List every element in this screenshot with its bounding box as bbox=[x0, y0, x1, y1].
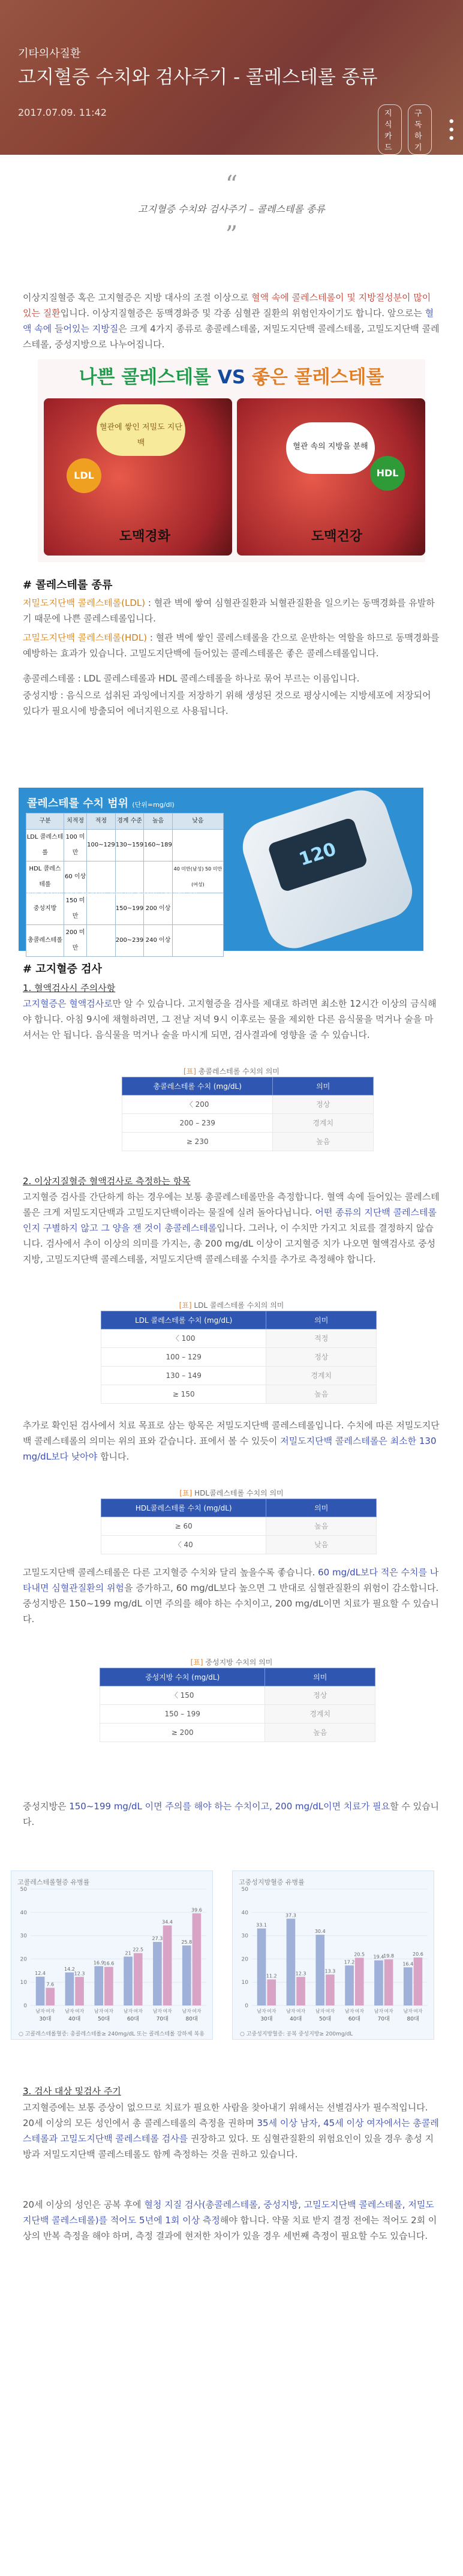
hdl-paragraph: 고밀도지단백 콜레스테롤(HDL) : 혈관 벽에 쌓인 콜레스테롤을 간으로 운반하는 역할을 하므로 동맥경화를 예방하는 효과가 있습니다. 고밀도지단백에 들어있는 콜레스테롤은 좋은 콜레스테롤입니다. bbox=[23, 632, 440, 659]
chart-1 bbox=[11, 1871, 213, 2040]
bar-value-label: 17.2 bbox=[344, 1959, 355, 1965]
bar bbox=[182, 1945, 191, 2005]
bar-value-label: 14.2 bbox=[64, 1966, 75, 1972]
chart-legend: ○ 고콜레스테롤혈증: 총콜레스테롤≥ 240mg/dL 또는 콜레스테롤 강하제 복용 bbox=[19, 2031, 205, 2037]
t2-cell: ≥ 150 bbox=[101, 1385, 266, 1404]
y-tick-label: 40 bbox=[20, 1910, 27, 1916]
bar-value-label: 19.8 bbox=[383, 1953, 394, 1959]
t2-cell: 〈 100 bbox=[101, 1329, 266, 1348]
t4-cell: 〈 150 bbox=[100, 1686, 265, 1705]
y-tick-label: 40 bbox=[241, 1910, 248, 1916]
series-label: 여자 bbox=[104, 2008, 114, 2014]
t1-caption: [표] 총콜레스테롤 수치의 의미 bbox=[184, 1067, 279, 1076]
intro-paragraph: 이상지질혈증 혹은 고지혈증은 지방 대사의 조절 이상으로 혈액 속에 콜레스테롤이 및 지방질성분이 많이 있는 질환입니다. 이상지질혈증은 동맥경화증 및 각종 심혈관 질환의 위험인자이기도 합니다. 앞으로는 혈액 속에 들어있는 지방질은 크게 4가지 종류로 총콜레스테롤, 저밀도지단백 콜레스테롤, 고밀도지단백 콜레스테롤, 중성지방으로 나누어집니다. bbox=[23, 292, 440, 350]
good-caption: 도맥건강 bbox=[311, 529, 363, 544]
series-label: 여자 bbox=[325, 2008, 335, 2014]
series-label: 남자 bbox=[65, 2008, 74, 2014]
sec6-paragraph-1: 고지혈증에는 보통 증상이 없으므로 치료가 필요한 사람을 찾아내기 위해서는 선별검사가 필수적입니다. 20세 이상의 모든 성인에서 총 콜레스테롤의 측정을 권하며 35세 이상 남자, 45세 이상 여자에서는 총콜레스테롤과 고밀도지단백 콜레스테롤 검사를 권장하고 있다. 또 심혈관질환의 위험요인이 있을 경우 총성 지방과 저밀도지단백 콜레스테롤도 함께 측정하는 것을 권하고 있습니다. bbox=[23, 2102, 439, 2160]
x-tick-label: 60대 bbox=[127, 2016, 139, 2022]
test-sub1: 1. 혈액검사시 주의사항 bbox=[23, 983, 116, 993]
category-link[interactable]: 기타의사질환 bbox=[18, 47, 81, 60]
bar bbox=[46, 1988, 55, 2005]
total-paragraph: 총콜레스테롤 : LDL 콜레스테롤과 HDL 콜레스테롤을 하나로 묶어 부르는 이름입니다. bbox=[23, 673, 360, 684]
x-tick-label: 80대 bbox=[185, 2016, 198, 2022]
y-tick-label: 30 bbox=[20, 1933, 27, 1939]
range-cell bbox=[87, 925, 116, 957]
range-cell: 60 이상 bbox=[64, 861, 87, 893]
more-menu-icon[interactable]: ••• bbox=[443, 117, 458, 142]
t2-cell: 높음 bbox=[266, 1385, 377, 1404]
range-cell: 200~239 bbox=[115, 925, 144, 957]
series-label: 남자 bbox=[403, 2008, 413, 2014]
y-tick-label: 10 bbox=[20, 1980, 27, 1986]
range-cell: 200 미만 bbox=[64, 925, 87, 957]
range-title: 콜레스테롤 수치 범위 (단위=mg/dl) bbox=[27, 797, 175, 810]
series-label: 남자 bbox=[182, 2008, 191, 2014]
t1-cell: 〈 200 bbox=[122, 1095, 273, 1114]
total-chol-table bbox=[122, 1077, 374, 1151]
t2-cell: 정상 bbox=[266, 1348, 377, 1367]
series-label: 남자 bbox=[257, 2008, 266, 2014]
t4-head: 중성지방 수치 (mg/dL) bbox=[100, 1668, 265, 1686]
series-label: 여자 bbox=[296, 2008, 306, 2014]
series-label: 여자 bbox=[354, 2008, 364, 2014]
bar bbox=[94, 1966, 103, 2005]
bar bbox=[355, 1957, 364, 2005]
x-tick-label: 40대 bbox=[290, 2016, 302, 2022]
range-cell: LDL 콜레스테롤 bbox=[26, 830, 64, 861]
bar bbox=[414, 1957, 423, 2005]
tg-paragraph: 중성지방 : 음식으로 섭취된 과잉에너지를 저장하기 위해 생성된 것으로 평상시에는 지방세포에 저장되어 있다가 필요시에 방출되어 에너지원으로 사용됩니다. bbox=[23, 690, 431, 716]
sec6-title: 3. 검사 대상 및검사 주기 bbox=[23, 2086, 121, 2097]
series-label: 남자 bbox=[286, 2008, 296, 2014]
tag-chip[interactable]: 지식카드 bbox=[378, 104, 402, 155]
bar bbox=[404, 1967, 413, 2005]
bar bbox=[75, 1977, 84, 2005]
t4-cell: 경계치 bbox=[265, 1705, 375, 1724]
bar bbox=[163, 1926, 172, 2005]
quote-close-icon: ” bbox=[225, 221, 238, 249]
y-tick-label: 20 bbox=[241, 1956, 248, 1963]
ldl-paragraph: 저밀도지단백 콜레스테롤(LDL) : 혈관 벽에 쌓여 심혈관질환과 뇌혈관질환을 일으키는 동맥경화를 유발하기 때문에 나쁜 콜레스테롤입니다. bbox=[23, 598, 435, 624]
t2-cell: 적정 bbox=[266, 1329, 377, 1348]
x-tick-label: 30대 bbox=[39, 2016, 52, 2022]
sec2-paragraph: 고지혈증 검사를 간단하게 하는 경우에는 보통 총콜레스테롤만을 측정합니다. 혈액 속에 들어있는 콜레스테롤은 크게 저밀도지단백과 고밀도지단백이라는 물질에 실려 돌아다닙니다. 어떤 종류의 지단백 콜레스테롤인지 구별하지 않고 그 양을 잰 것이 총콜레스테롤입니다. 그러나, 이 수치만 가지고 치료를 결정하지 않습니다. 검사에서 추이 이상의 의미를 가지는, 총 200 mg/dL 이상이 고지혈증 치가 나오면 혈액검사로 중성지방, 고밀도지단백 콜레스테롤, 저밀도지단백 콜레스테롤 수치를 추가로 측정해야 합니다. bbox=[23, 1191, 440, 1265]
quote-text: 고지혈증 수치와 검사주기 – 콜레스테롤 종류 bbox=[138, 203, 325, 215]
post-header bbox=[0, 0, 463, 155]
t1-cell: ≥ 230 bbox=[122, 1133, 273, 1151]
sec2-title: 2. 이상지질혈증 혈액검사로 측정하는 항목 bbox=[23, 1176, 191, 1187]
x-tick-label: 50대 bbox=[319, 2016, 332, 2022]
bar-value-label: 11.2 bbox=[266, 1973, 277, 1979]
range-head: 적정 bbox=[87, 813, 116, 830]
series-label: 여자 bbox=[192, 2008, 202, 2014]
chol-types-heading: # 콜레스테롤 종류 bbox=[23, 579, 113, 592]
series-label: 여자 bbox=[413, 2008, 423, 2014]
range-cell: 150 미만 bbox=[64, 893, 87, 925]
bar-value-label: 16.4 bbox=[402, 1961, 414, 1967]
bar bbox=[326, 1974, 335, 2005]
chart-svg bbox=[233, 1880, 435, 2029]
x-tick-label: 80대 bbox=[407, 2016, 419, 2022]
t3-cell: 낮음 bbox=[266, 1536, 377, 1554]
sec6-paragraph-2: 20세 이상의 성인은 공복 후에 혈청 지질 검사(총콜레스테롤, 중성지방, 고밀도지단백 콜레스테롤, 저밀도지단백 콜레스테롤)를 적어도 5년에 1회 이상 측정해야 합니다. 약물 치료 받지 결정 전에는 적어도 2회 이상의 반복 측정을 해야 하며, 측정 결과에 현저한 차이가 있을 경우 세번째 측정이 필요할 수도 있습니다. bbox=[23, 2199, 437, 2241]
t1-cell: 높음 bbox=[273, 1133, 374, 1151]
bar bbox=[124, 1957, 133, 2005]
y-tick-label: 0 bbox=[23, 2003, 27, 2009]
bar-value-label: 16.9 bbox=[93, 1960, 104, 1966]
series-label: 남자 bbox=[94, 2008, 104, 2014]
bar bbox=[374, 1960, 383, 2005]
t1-cell: 200 – 239 bbox=[122, 1114, 273, 1133]
t2-head: LDL 콜레스테롤 수치 (mg/dL) bbox=[101, 1311, 266, 1329]
range-cell: 200 이상 bbox=[144, 893, 173, 925]
y-tick-label: 50 bbox=[241, 1887, 248, 1893]
series-label: 여자 bbox=[384, 2008, 393, 2014]
bar-value-label: 34.4 bbox=[162, 1919, 173, 1925]
t2-cell: 경계치 bbox=[266, 1367, 377, 1385]
x-tick-label: 70대 bbox=[156, 2016, 169, 2022]
bar-value-label: 22.5 bbox=[133, 1947, 144, 1953]
series-label: 남자 bbox=[315, 2008, 325, 2014]
series-label: 남자 bbox=[35, 2008, 45, 2014]
bar bbox=[267, 1980, 276, 2005]
x-tick-label: 40대 bbox=[68, 2016, 81, 2022]
bar-value-label: 20.6 bbox=[413, 1951, 423, 1957]
meter-screen: 120 bbox=[267, 817, 368, 893]
bar-value-label: 16.6 bbox=[103, 1960, 115, 1966]
range-cell: 100 미만 bbox=[64, 830, 87, 861]
bar-value-label: 30.4 bbox=[314, 1929, 326, 1935]
range-cell: 240 이상 bbox=[144, 925, 173, 957]
ldl-table bbox=[101, 1311, 377, 1404]
sec5-paragraph: 중성지방은 150~199 mg/dL 이면 주의를 해야 하는 수치이고, 200 mg/dL이면 치료가 필요할 수 있습니다. bbox=[23, 1801, 440, 1827]
range-cell: 중성지방 bbox=[26, 893, 64, 925]
banner-title: 나쁜 콜레스테롤 VS 좋은 콜레스테롤 bbox=[79, 367, 384, 388]
range-cell: 130~159 bbox=[115, 830, 144, 861]
range-cell: 160~189 bbox=[144, 830, 173, 861]
bar-value-label: 20.5 bbox=[354, 1951, 365, 1957]
x-tick-label: 60대 bbox=[348, 2016, 360, 2022]
chart-title: 고콜레스테롤혈증 유병률 bbox=[17, 1878, 90, 1886]
bad-caption: 도맥경화 bbox=[119, 529, 171, 544]
sec4-paragraph: 고밀도지단백 콜레스테롤은 다른 고지혈증 수치와 달리 높을수록 좋습니다. 60 mg/dL보다 적은 수치를 나타내면 심혈관질환의 위험을 증가하고, 60 mg/dL보다 높으면 그 반대로 심혈관질환의 위험이 감소합니다. 중성지방은 150~199 mg/dL 이면 주의를 해야 하는 수치이고, 200 mg/dL이면 치료가 필요할 수 있습니다. bbox=[23, 1567, 440, 1625]
bar-value-label: 12.3 bbox=[74, 1971, 85, 1977]
t4-head: 의미 bbox=[265, 1668, 375, 1686]
series-label: 여자 bbox=[74, 2008, 85, 2014]
quote-open-icon: “ bbox=[225, 171, 238, 199]
series-label: 여자 bbox=[267, 2008, 276, 2014]
t4-cell: 정상 bbox=[265, 1686, 375, 1705]
bar bbox=[153, 1942, 162, 2005]
series-label: 여자 bbox=[46, 2008, 55, 2014]
t3-head: 의미 bbox=[266, 1499, 377, 1517]
bar bbox=[65, 1972, 74, 2005]
glucometer-photo bbox=[236, 783, 419, 955]
chart-legend: ○ 고중성지방혈증: 공복 중성지방≥ 200mg/dL bbox=[240, 2031, 353, 2037]
t4-caption: [표] 중성지방 수치의 의미 bbox=[190, 1658, 273, 1667]
t4-cell: ≥ 200 bbox=[100, 1724, 265, 1742]
range-cell: 40 미만(남성) 50 미만(여성) bbox=[172, 861, 223, 893]
bar bbox=[104, 1967, 113, 2005]
series-label: 여자 bbox=[133, 2008, 143, 2014]
post-date: 2017.07.09. 11:42 bbox=[18, 107, 107, 118]
chart-2 bbox=[232, 1871, 434, 2040]
t4-cell: 150 – 199 bbox=[100, 1705, 265, 1724]
bar bbox=[193, 1913, 202, 2005]
bar bbox=[287, 1919, 296, 2005]
tg-table bbox=[100, 1668, 375, 1742]
sec3-paragraph: 추가로 확인된 검사에서 치료 목표로 삼는 항목은 저밀도지단백 콜레스테롤입니다. 수치에 따른 저밀도지단백 콜레스테롤의 의미는 위의 표와 같습니다. 표에서 볼 수 있듯이 저밀도지단백 콜레스테롤은 최소한 130 mg/dL보다 낮아야 합니다. bbox=[23, 1420, 440, 1462]
t3-cell: ≥ 60 bbox=[101, 1517, 266, 1536]
y-tick-label: 10 bbox=[241, 1980, 248, 1986]
t3-cell: 높음 bbox=[266, 1517, 377, 1536]
bar bbox=[134, 1953, 143, 2005]
header-meta bbox=[378, 104, 463, 155]
series-label: 여자 bbox=[163, 2008, 172, 2014]
ldl-particle: LDL bbox=[67, 458, 101, 493]
quote-block bbox=[23, 173, 440, 247]
bar bbox=[296, 1977, 305, 2005]
x-tick-label: 30대 bbox=[260, 2016, 273, 2022]
bar-value-label: 21 bbox=[125, 1950, 131, 1956]
range-footnote: *LDL 콜레스테롤 수치는 총콜레스테롤 수치와 HDL 콜레스테롤+중성지방/5 포함 bbox=[27, 891, 198, 897]
y-tick-label: 50 bbox=[20, 1887, 27, 1893]
test-paragraph: 고지혈증은 혈액검사로만 알 수 있습니다. 고지혈증을 검사를 제대로 하려면 최소한 12시간 이상의 금식해야 합니다. 아침 9시에 채혈하려면, 그 전날 저녁 9시 이후로는 물을 제외한 다른 음식물을 먹거나 술을 마셔서는 안 됩니다. 음식물을 먹거나 술을 마시게 되면, 검사결과에 영향을 줄 수 있습니다. bbox=[23, 998, 437, 1040]
bar bbox=[384, 1959, 393, 2005]
bar-value-label: 39.6 bbox=[191, 1907, 202, 1913]
t1-cell: 정상 bbox=[273, 1095, 374, 1114]
bar-value-label: 12.3 bbox=[295, 1971, 306, 1977]
bar bbox=[257, 1929, 266, 2005]
fat-breakdown-bubble: 혈관 속의 지방을 분해 bbox=[286, 422, 375, 474]
range-head: 낮음 bbox=[172, 813, 223, 830]
subscribe-button[interactable]: 구독하기 bbox=[408, 104, 432, 155]
t3-caption: [표] HDL콜레스테롤 수치의 의미 bbox=[179, 1489, 284, 1497]
series-label: 남자 bbox=[152, 2008, 163, 2014]
chart-svg bbox=[11, 1880, 214, 2029]
range-head: 경계 수준 bbox=[115, 813, 144, 830]
range-head: 높음 bbox=[144, 813, 173, 830]
x-tick-label: 50대 bbox=[98, 2016, 110, 2022]
t1-head: 의미 bbox=[273, 1077, 374, 1095]
range-head: 구분 bbox=[26, 813, 64, 830]
bar-value-label: 27.3 bbox=[152, 1936, 163, 1942]
t3-head: HDL콜레스테롤 수치 (mg/dL) bbox=[101, 1499, 266, 1517]
series-label: 남자 bbox=[374, 2008, 384, 2014]
y-tick-label: 30 bbox=[241, 1933, 248, 1939]
series-label: 남자 bbox=[123, 2008, 133, 2014]
hdl-particle: HDL bbox=[370, 456, 405, 491]
range-cell: 150~199 bbox=[115, 893, 144, 925]
range-cell bbox=[172, 830, 223, 861]
bar-value-label: 13.3 bbox=[324, 1968, 336, 1974]
range-cell: 100~129 bbox=[87, 830, 116, 861]
t1-cell: 경계치 bbox=[273, 1114, 374, 1133]
t2-cell: 130 – 149 bbox=[101, 1367, 266, 1385]
bar-value-label: 37.3 bbox=[285, 1913, 296, 1919]
range-head: 치적정 bbox=[64, 813, 87, 830]
y-tick-label: 20 bbox=[20, 1956, 27, 1963]
chart-title: 고중성지방혈증 유병률 bbox=[239, 1878, 305, 1886]
t3-cell: 〈 40 bbox=[101, 1536, 266, 1554]
range-table bbox=[26, 813, 224, 957]
range-figure bbox=[19, 788, 423, 951]
bar-value-label: 25.8 bbox=[181, 1939, 193, 1945]
t4-cell: 높음 bbox=[265, 1724, 375, 1742]
bar bbox=[345, 1965, 354, 2005]
post-title: 고지혈증 수치와 검사주기 - 콜레스테롤 종류 bbox=[18, 67, 378, 88]
t2-caption: [표] LDL 콜레스테롤 수치의 의미 bbox=[179, 1301, 284, 1310]
plaque-layer: 혈관에 쌓인 저밀도 지단백 bbox=[97, 404, 185, 456]
t2-cell: 100 – 129 bbox=[101, 1348, 266, 1367]
range-cell bbox=[172, 925, 223, 957]
hdl-table bbox=[101, 1499, 377, 1554]
bar-value-label: 19.4 bbox=[373, 1954, 384, 1960]
x-tick-label: 70대 bbox=[377, 2016, 390, 2022]
y-tick-label: 0 bbox=[245, 2003, 248, 2009]
cholesterol-banner bbox=[38, 359, 425, 562]
test-heading: # 고지혈증 검사 bbox=[23, 963, 102, 975]
range-cell: HDL 콜레스테롤 bbox=[26, 861, 64, 893]
bar bbox=[315, 1935, 324, 2005]
bar-value-label: 12.4 bbox=[35, 1970, 46, 1976]
bar-value-label: 33.1 bbox=[256, 1922, 267, 1928]
bar-value-label: 7.6 bbox=[46, 1981, 55, 1987]
bar bbox=[36, 1977, 45, 2005]
t2-head: 의미 bbox=[266, 1311, 377, 1329]
range-cell: 총콜레스테롤 bbox=[26, 925, 64, 957]
t1-head: 총콜레스테롤 수치 (mg/dL) bbox=[122, 1077, 273, 1095]
series-label: 남자 bbox=[344, 2008, 354, 2014]
